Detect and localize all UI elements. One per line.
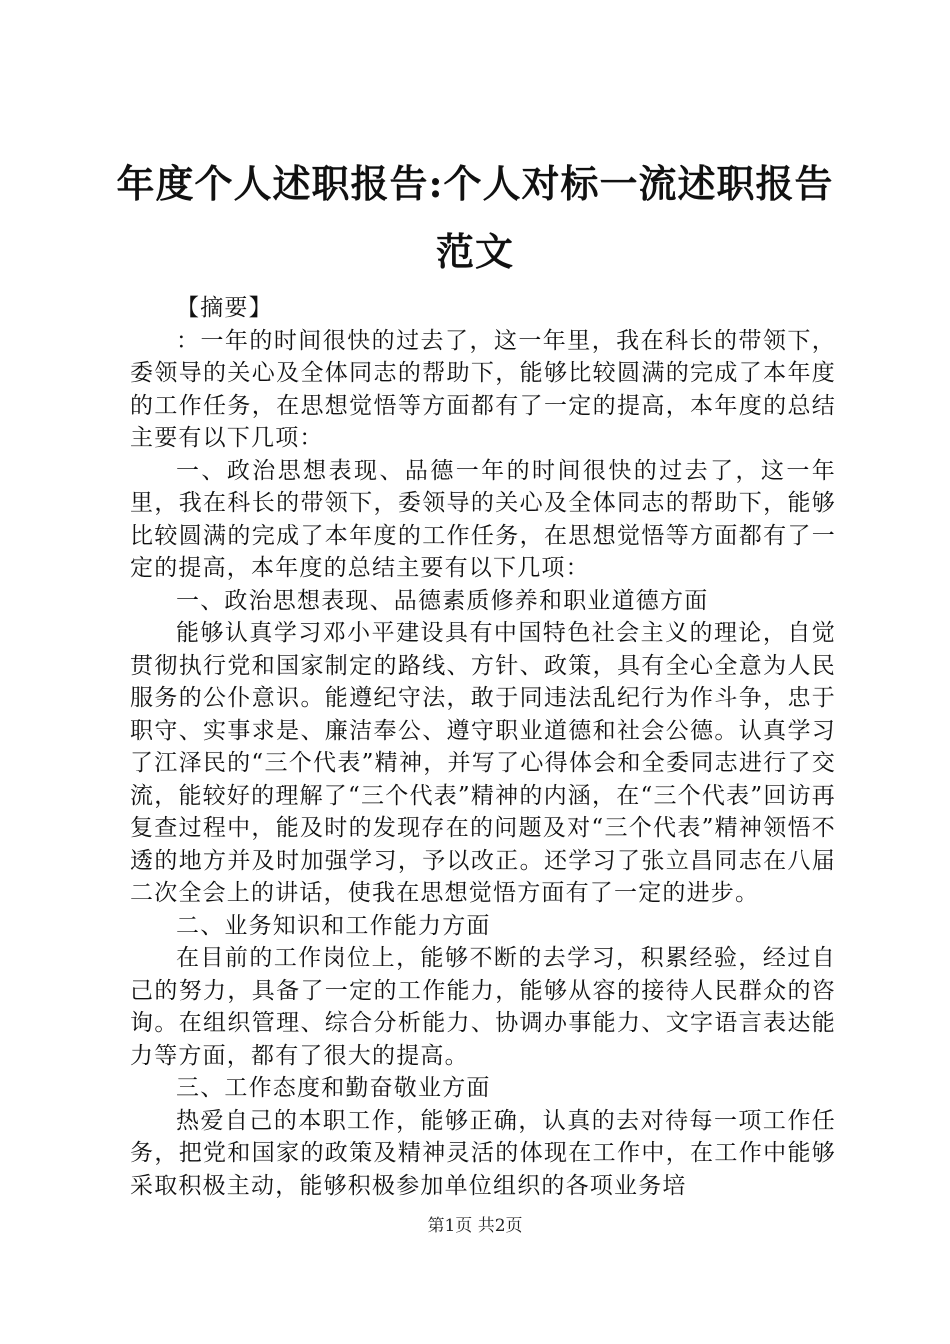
section-heading-3: 三、工作态度和勤奋敬业方面	[176, 1075, 491, 1101]
section-heading-1: 一、政治思想表现、品德素质修养和职业道德方面	[176, 587, 709, 614]
body-paragraph: 在目前的工作岗位上，能够不断的去学习，积累经验，经过自己的努力，具备了一定的工作能力，能够从容的接待人民群众的咨询。在组织管理、综合分析能力、协调办事能力、文字语言表达能力等方面，都有了很大的提高。	[130, 945, 836, 1069]
body-paragraph: 能够认真学习邓小平建设具有中国特色社会主义的理论，自觉贯彻执行党和国家制定的路线、方针、政策，具有全心全意为人民服务的公仆意识。能遵纪守法，敢于同违法乱纪行为作斗争，忠于职守、实事求是、廉洁奉公、遵守职业道德和社会公德。认真学习了江泽民的“三个代表”精神，并写了心得体会和全委同志进行了交流，能较好的理解了“三个代表”精神的内涵，在“三个代表”回访再复查过程中，能及时的发现存在的问题及对“三个代表”精神领悟不透的地方并及时加强学习，予以改正。还学习了张立昌同志在八届二次全会上的讲话，使我在思想觉悟方面有了一定的进步。	[130, 620, 836, 906]
document-body	[130, 292, 836, 1202]
abstract-heading: 【摘要】	[176, 295, 273, 321]
page-footer: 第1页 共2页	[427, 1216, 523, 1236]
section-heading-2: 二、业务知识和工作能力方面	[176, 912, 491, 939]
body-paragraph: 一、政治思想表现、品德一年的时间很快的过去了，这一年里，我在科长的带领下，委领导的关心及全体同志的帮助下，能够比较圆满的完成了本年度的工作任务，在思想觉悟等方面都有了一定的提高，本年度的总结主要有以下几项：	[130, 457, 836, 581]
body-paragraph: 热爱自己的本职工作，能够正确，认真的去对待每一项工作任务，把党和国家的政策及精神灵活的体现在工作中，在工作中能够采取积极主动，能够积极参加单位组织的各项业务培	[130, 1107, 836, 1199]
abstract-paragraph: ：一年的时间很快的过去了，这一年里，我在科长的带领下，委领导的关心及全体同志的帮助下，能够比较圆满的完成了本年度的工作任务，在思想觉悟等方面都有了一定的提高，本年度的总结主要有以下几项：	[130, 327, 836, 451]
document-title: 年度个人述职报告:个人对标一流述职报告范文	[116, 161, 834, 274]
